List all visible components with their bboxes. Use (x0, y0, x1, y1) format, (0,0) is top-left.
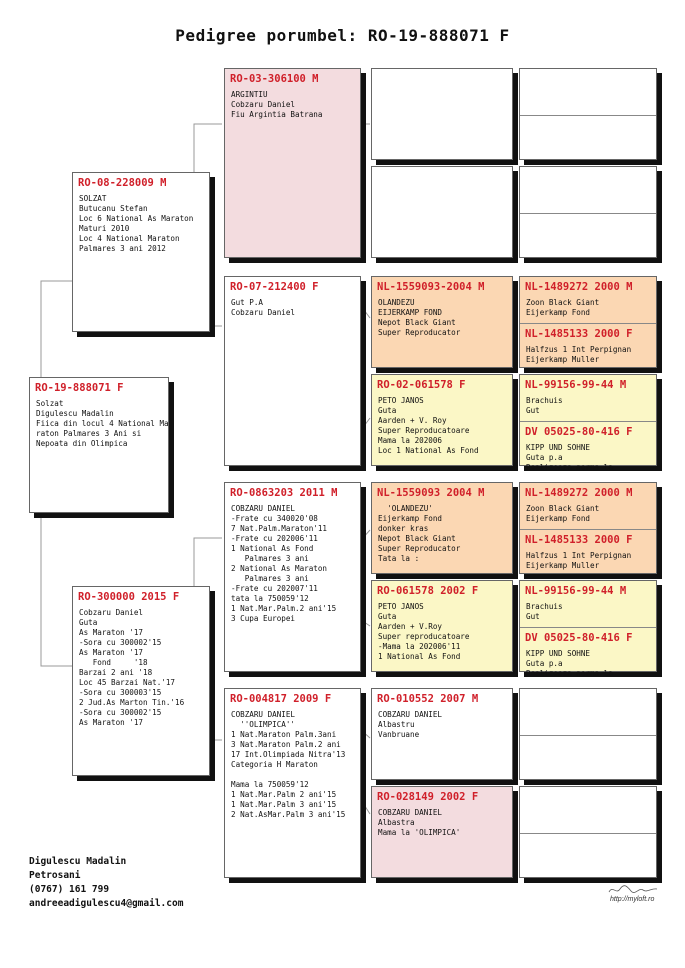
sire-sire-ring: RO-03-306100 M (230, 73, 319, 85)
pigeon-ring: RO-19-888071 F (35, 382, 124, 394)
sire-ring: RO-08-228009 M (78, 177, 167, 189)
gen3-ring: RO-010552 2007 M (377, 693, 479, 705)
pigeon-card (29, 377, 169, 513)
gen4-info: Brachuis Gut (526, 396, 563, 415)
gen3-ring: NL-1559093-2004 M (377, 281, 485, 293)
dam-ring: RO-300000 2015 F (78, 591, 180, 603)
gen4-info: KIPP UND SOHNE Guta p.a Realizeaza norma la (526, 649, 613, 678)
gen3-card-1 (371, 68, 513, 160)
gen4-info (520, 791, 656, 796)
gen4-ring: NL-1489272 2000 M (525, 487, 633, 499)
owner-city: Petrosani (29, 870, 81, 881)
gen3-info: PETO JANOS Guta Aarden + V.Roy Super reproducatoare -Mama la 202006'11 1 National As Fond (378, 602, 470, 661)
gen4-pair-6 (519, 580, 657, 678)
dam-sire-info: COBZARU DANIEL -Frate cu 340020'08 7 Nat.Palm.Maraton'11 -Frate cu 202006'11 1 National As Fond Palmares 3 ani 2 National As Maraton Palmares 3 ani -Frate cu 202007'11 tata la 750059'12 1 Nat.Mar.Palm.2 ani'15 3 Cupa Europei (231, 504, 337, 623)
gen3-info: COBZARU DANIEL Albastru Vanbruane (378, 710, 443, 739)
dam-card (72, 586, 210, 776)
gen3-card-3 (371, 276, 513, 368)
owner-name: Digulescu Madalin (29, 856, 127, 867)
owner-email[interactable]: andreeadigulescu4@gmail.com (29, 898, 184, 909)
gen3-card-2 (371, 166, 513, 258)
gen4-ring: NL-1489272 2000 M (525, 281, 633, 293)
page-title: Pedigree porumbel: RO-19-888071 F (175, 26, 510, 45)
gen4-info (520, 120, 656, 125)
gen4-ring: NL-99156-99-44 M (525, 379, 627, 391)
gen4-info (520, 73, 656, 78)
gen3-card-4 (371, 374, 513, 466)
gen4-info (520, 740, 656, 745)
gen3-info: COBZARU DANIEL Albastra Mama la 'OLIMPICA' (378, 808, 461, 837)
gen3-ring: RO-061578 2002 F (377, 585, 479, 597)
dam-sire-ring: RO-0863203 2011 M (230, 487, 338, 499)
gen3-ring: NL-1559093 2004 M (377, 487, 485, 499)
gen4-pair-5 (519, 482, 657, 574)
gen4-info: Halfzus 1 Int Perpignan Eijerkamp Muller (526, 551, 632, 570)
gen3-info: OLANDEZU EIJERKAMP FOND Nepot Black Giant Super Reproducator (378, 298, 461, 337)
gen4-info: Zoon Black Giant Eijerkamp Fond (526, 298, 600, 317)
pigeon-info: Solzat Digulescu Madalin Fiica din locul 4 National Ma raton Palmares 3 Ani si Nepoata din Olimpica (36, 399, 169, 448)
gen4-info: KIPP UND SOHNE Guta p.a Realizeaza norma la (526, 443, 613, 472)
gen4-info: Halfzus 1 Int Perpignan Eijerkamp Muller (526, 345, 632, 364)
dam-dam-info: COBZARU DANIEL ''OLIMPICA'' 1 Nat.Maraton Palm.3ani 3 Nat.Maraton Palm.2 ani 17 Int.Olimpiada Nitra'13 Categoria H Maraton Mama la 750059'12 1 Nat.Mar.Palm 2 ani'15 1 Nat.Mar.Palm 3 ani'15 2 Nat.AsMar.Palm 3 ani'15 (231, 710, 346, 819)
owner-phone: (0767) 161 799 (29, 884, 110, 895)
owner-contact (29, 855, 183, 911)
gen4-pair-2 (519, 166, 657, 258)
dam-sire-card (224, 482, 361, 672)
gen4-pair-8 (519, 786, 657, 878)
gen3-card-8 (371, 786, 513, 878)
gen4-ring: DV 05025-80-416 F (525, 426, 633, 438)
gen3-card-7 (371, 688, 513, 780)
gen3-card-6 (371, 580, 513, 672)
sire-sire-card (224, 68, 361, 258)
dam-dam-ring: RO-004817 2009 F (230, 693, 332, 705)
sire-sire-info: ARGINTIU Cobzaru Daniel Fiu Argintia Batrana (231, 90, 323, 119)
gen4-pair-7 (519, 688, 657, 780)
gen4-info (520, 693, 656, 698)
sire-dam-ring: RO-07-212400 F (230, 281, 319, 293)
website-link[interactable]: http://myloft.ro (610, 896, 655, 903)
gen4-info: Zoon Black Giant Eijerkamp Fond (526, 504, 600, 523)
dam-info: Cobzaru Daniel Guta As Maraton '17 -Sora cu 300002'15 As Maraton '17 Fond '18 Barzai 2 ani '18 Loc 45 Barzai Nat.'17 -Sora cu 300003'15 2 Jud.As Marton Tin.'16 -Sora cu 300002'15 As Maraton '17 (79, 608, 185, 727)
gen4-info (520, 218, 656, 223)
gen3-info: PETO JANOS Guta Aarden + V. Roy Super Reproducatoare Mama la 202006 Loc 1 National As Fond (378, 396, 479, 455)
gen3-ring: RO-02-061578 F (377, 379, 466, 391)
gen4-pair-3 (519, 276, 657, 368)
gen3-info: 'OLANDEZU' Eijerkamp Fond donker kras Nepot Black Giant Super Reproducator Tata la : (378, 504, 461, 563)
gen4-info (520, 171, 656, 176)
gen4-ring: NL-1485133 2000 F (525, 328, 633, 340)
gen3-info (372, 171, 512, 176)
gen4-ring: NL-1485133 2000 F (525, 534, 633, 546)
signature-icon (607, 883, 659, 896)
gen3-ring: RO-028149 2002 F (377, 791, 479, 803)
sire-dam-card (224, 276, 361, 466)
sire-card (72, 172, 210, 332)
dam-dam-card (224, 688, 361, 878)
gen4-ring: DV 05025-80-416 F (525, 632, 633, 644)
gen4-pair-1 (519, 68, 657, 160)
gen3-card-5 (371, 482, 513, 574)
gen4-pair-4 (519, 374, 657, 472)
gen4-ring: NL-99156-99-44 M (525, 585, 627, 597)
sire-info: SOLZAT Butucanu Stefan Loc 6 National As Maraton Maturi 2010 Loc 4 National Maraton Palmares 3 ani 2012 (79, 194, 194, 253)
gen4-info (520, 838, 656, 843)
sire-dam-info: Gut P.A Cobzaru Daniel (231, 298, 296, 317)
gen3-info (372, 73, 512, 78)
gen4-info: Brachuis Gut (526, 602, 563, 621)
